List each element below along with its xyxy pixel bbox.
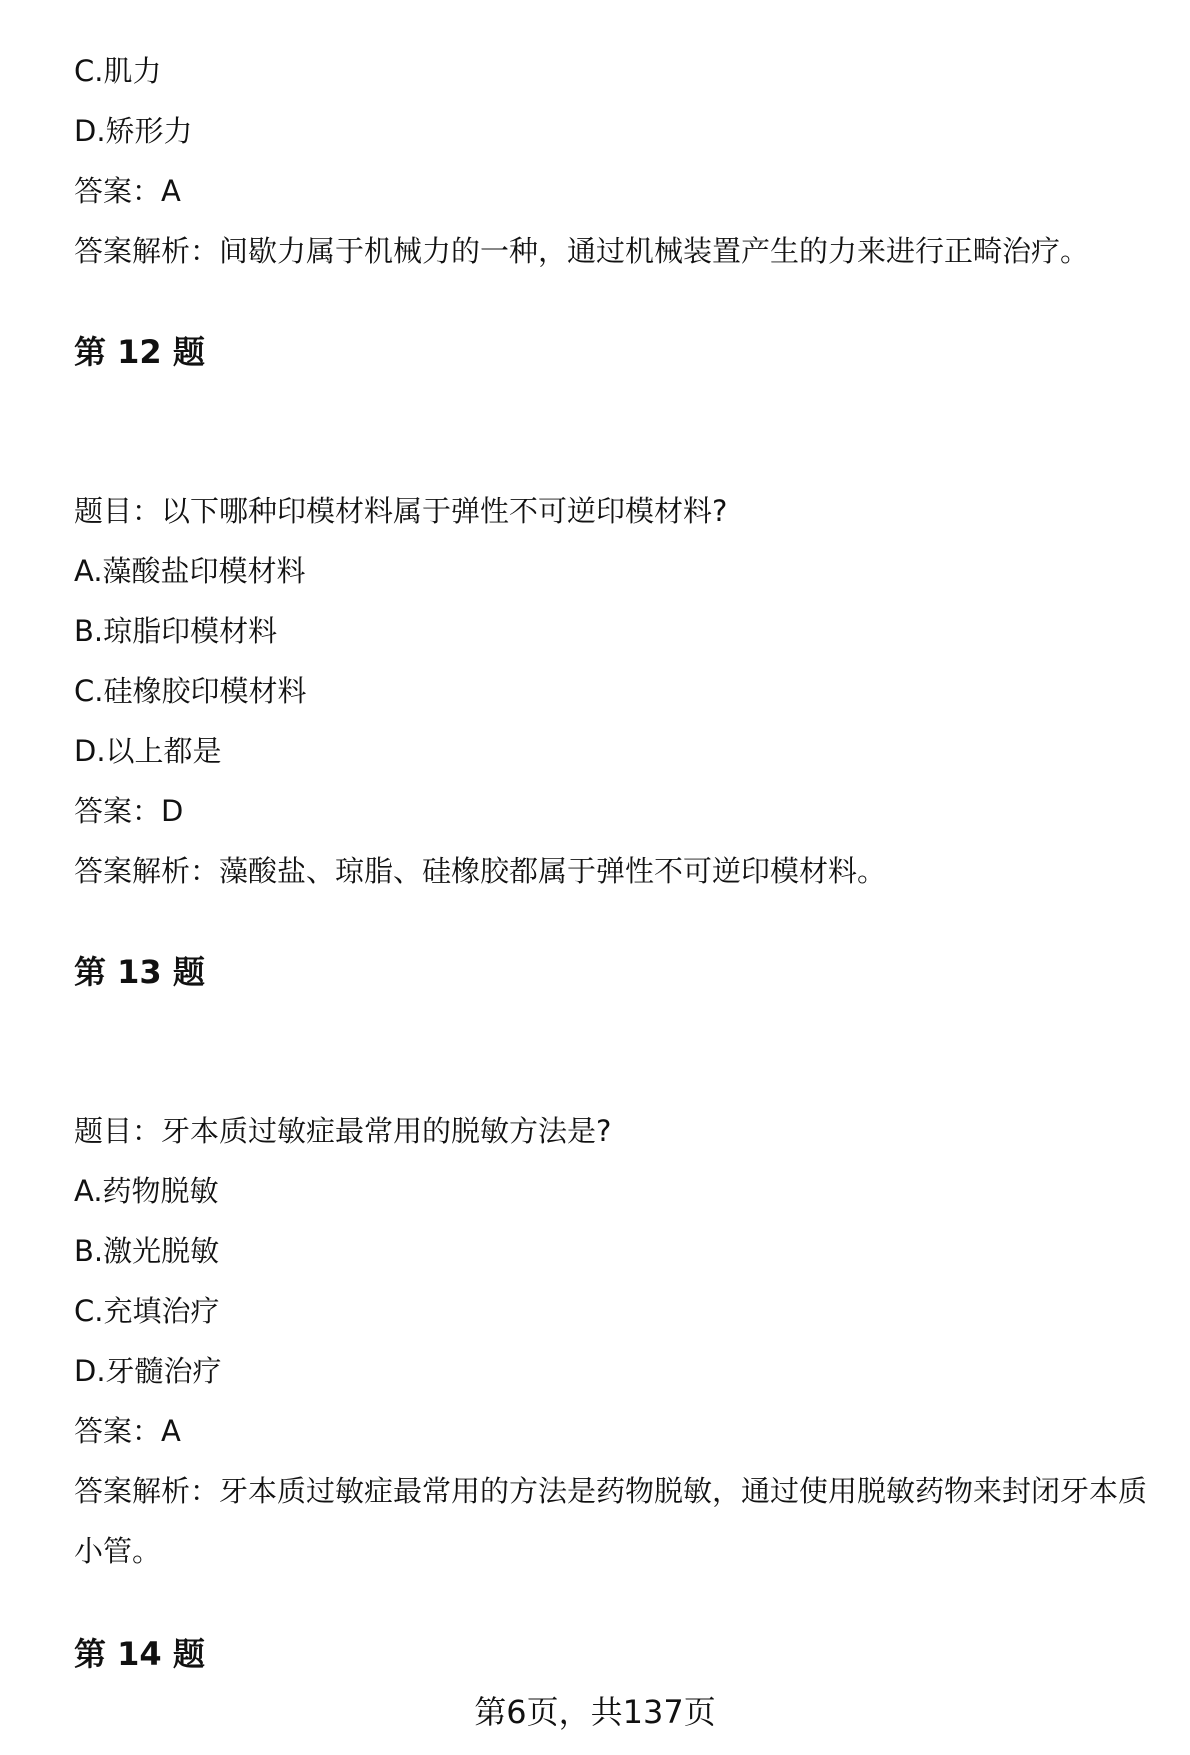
question-heading: 第 13 题 (74, 953, 205, 991)
option-c: C.硅橡胶印模材料 (74, 674, 307, 708)
option-d: D.牙髓治疗 (74, 1354, 222, 1388)
explanation: 答案解析：间歇力属于机械力的一种，通过机械装置产生的力来进行正畸治疗。 (74, 234, 1090, 268)
option-d: D.矫形力 (74, 114, 193, 148)
answer: 答案：A (74, 1414, 181, 1448)
option-b: B.激光脱敏 (74, 1234, 220, 1268)
question-heading: 第 12 题 (74, 333, 205, 371)
option-d: D.以上都是 (74, 734, 222, 768)
question-text: 题目：以下哪种印模材料属于弹性不可逆印模材料? (74, 494, 728, 528)
option-a: A.藻酸盐印模材料 (74, 554, 306, 588)
option-c: C.充填治疗 (74, 1294, 220, 1328)
option-c: C.肌力 (74, 54, 162, 88)
page-footer: 第6页，共137页 (474, 1693, 716, 1731)
answer: 答案：A (74, 174, 181, 208)
option-a: A.药物脱敏 (74, 1174, 219, 1208)
explanation: 答案解析：牙本质过敏症最常用的方法是药物脱敏，通过使用脱敏药物来封闭牙本质小管。 (74, 1474, 1148, 1568)
answer: 答案：D (74, 794, 184, 828)
option-b: B.琼脂印模材料 (74, 614, 278, 648)
question-text: 题目：牙本质过敏症最常用的脱敏方法是? (74, 1114, 612, 1148)
explanation: 答案解析：藻酸盐、琼脂、硅橡胶都属于弹性不可逆印模材料。 (74, 854, 887, 888)
question-heading: 第 14 题 (74, 1635, 205, 1673)
